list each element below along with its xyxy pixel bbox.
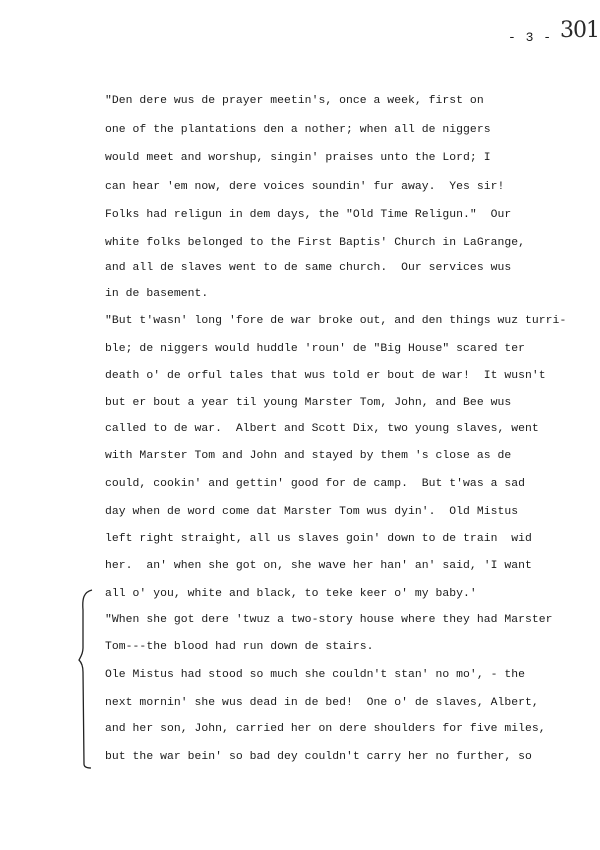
text-line: but er bout a year til young Marster Tom, John, and Bee wus xyxy=(105,397,512,409)
text-line: left right straight, all us slaves goin' down to de train wid xyxy=(105,533,532,545)
text-line: would meet and worshup, singin' praises unto the Lord; I xyxy=(105,152,491,164)
text-line: ble; de niggers would huddle 'roun' de "Big House" scared ter xyxy=(105,343,526,355)
text-line: her. an' when she got on, she wave her han' an' said, 'I want xyxy=(105,560,532,572)
text-line: called to de war. Albert and Scott Dix, two young slaves, went xyxy=(105,423,539,435)
text-line: "But t'wasn' long 'fore de war broke out, and den things wuz turri- xyxy=(105,315,567,327)
text-line: and all de slaves went to de same church. Our services wus xyxy=(105,262,512,274)
text-line: day when de word come dat Marster Tom wus dyin'. Old Mistus xyxy=(105,506,519,518)
text-line: with Marster Tom and John and stayed by them 's close as de xyxy=(105,450,512,462)
text-line: but the war bein' so bad dey couldn't carry her no further, so xyxy=(105,751,532,763)
stamp-number: 301 xyxy=(560,18,599,43)
text-line: Tom---the blood had run down de stairs. xyxy=(105,641,374,653)
text-line: could, cookin' and gettin' good for de camp. But t'was a sad xyxy=(105,478,526,490)
text-line: in de basement. xyxy=(105,288,209,300)
text-line: "Den dere wus de prayer meetin's, once a week, first on xyxy=(105,95,484,107)
text-line: can hear 'em now, dere voices soundin' fur away. Yes sir! xyxy=(105,181,505,193)
text-line: and her son, John, carried her on dere shoulders for five miles, xyxy=(105,723,546,735)
text-line: death o' de orful tales that wus told er bout de war! It wusn't xyxy=(105,370,546,382)
page-number: - 3 - xyxy=(508,30,553,45)
text-line: Ole Mistus had stood so much she couldn't stan' no mo', - the xyxy=(105,669,526,681)
text-line: all o' you, white and black, to teke keer o' my baby.' xyxy=(105,588,477,600)
text-line: one of the plantations den a nother; when all de niggers xyxy=(105,124,491,136)
text-line: Folks had religun in dem days, the "Old Time Religun." Our xyxy=(105,209,512,221)
text-line: next mornin' she wus dead in de bed! One o' de slaves, Albert, xyxy=(105,697,539,709)
text-line: white folks belonged to the First Baptis' Church in LaGrange, xyxy=(105,237,526,249)
margin-bracket-mark xyxy=(78,588,94,770)
text-line: "When she got dere 'twuz a two-story house where they had Marster xyxy=(105,614,553,626)
